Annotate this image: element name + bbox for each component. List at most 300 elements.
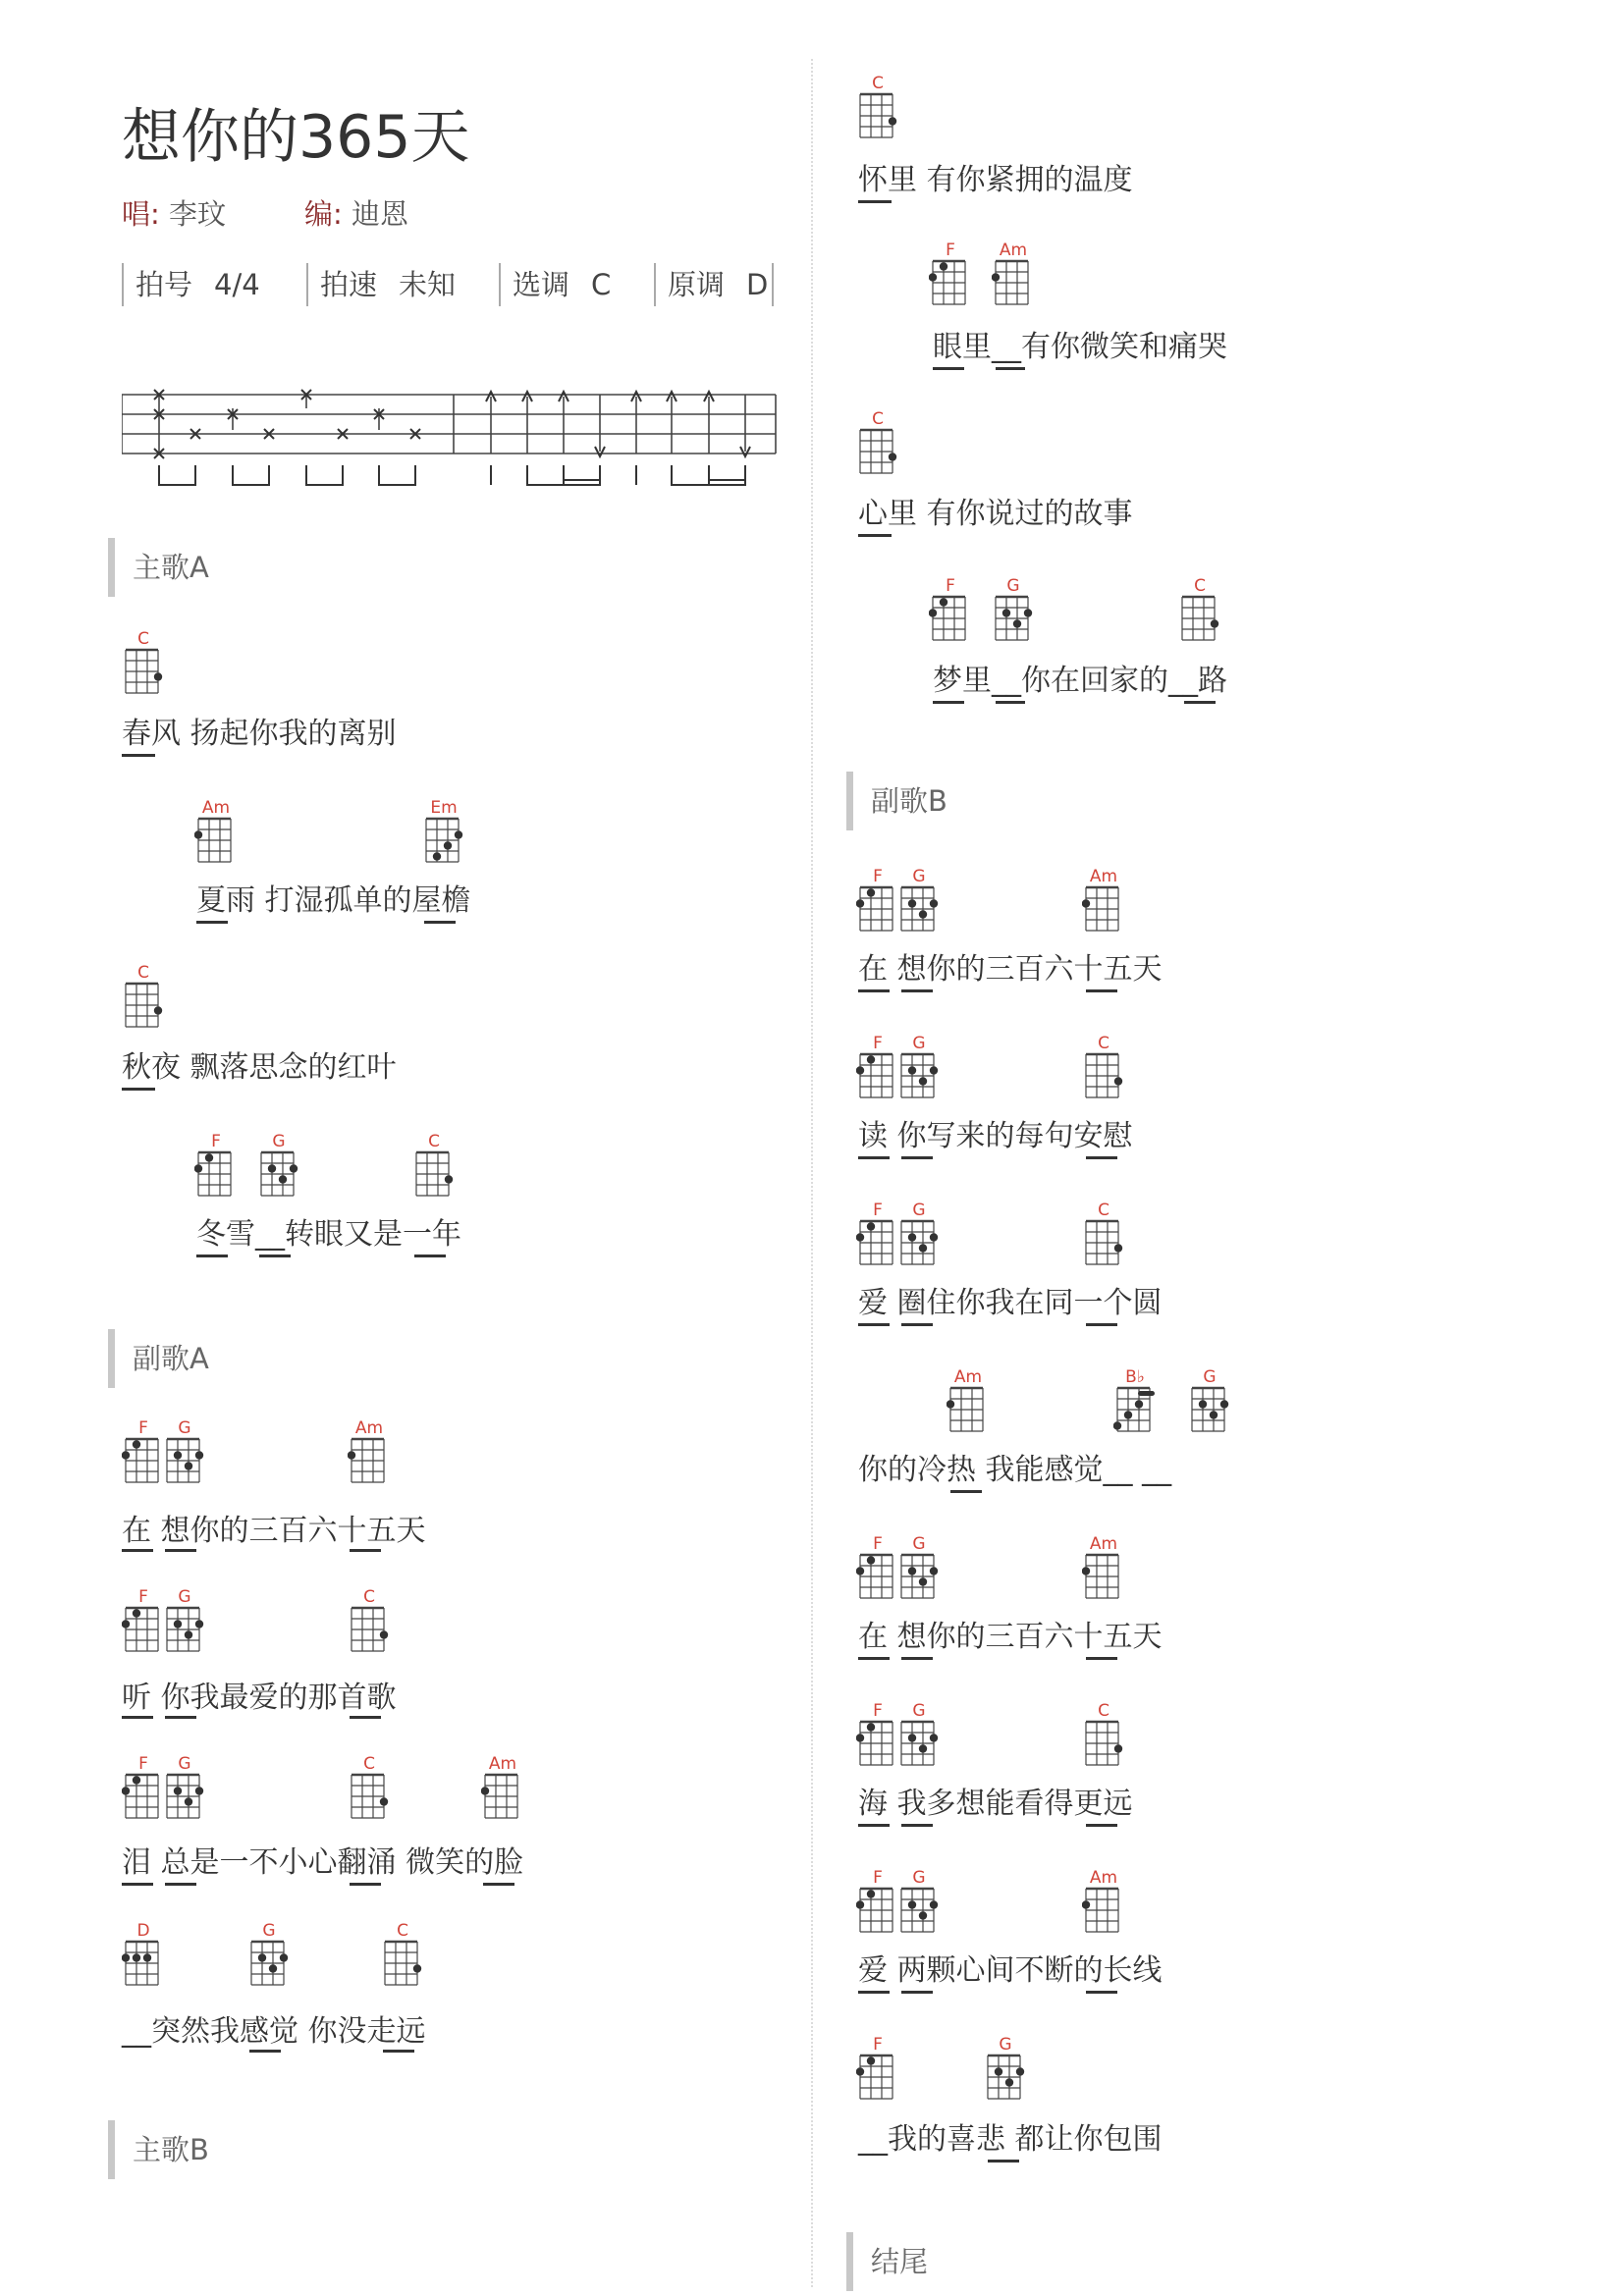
- chord-name: Am: [953, 1367, 983, 1387]
- lyric-line: __我的喜悲 都让你包围: [858, 2122, 1163, 2157]
- chord-underline: [988, 2160, 1019, 2163]
- chord-diagram: [1082, 1201, 1125, 1272]
- chord-barre: [1138, 1391, 1155, 1396]
- chord-diagram: [1082, 1535, 1125, 1606]
- finger-dot: [433, 852, 441, 860]
- chord-underline: [858, 989, 890, 992]
- lyric-line: 春风 扬起你我的离别: [122, 717, 397, 751]
- chord-name: F: [873, 1701, 883, 1721]
- lyric-line: 爱 圈住你我在同一个圆: [858, 1286, 1163, 1320]
- chord-name: Am: [354, 1418, 384, 1438]
- chord-fretboard: [412, 1147, 456, 1203]
- chord-fretboard: [122, 1433, 165, 1490]
- chord-diagram: [929, 577, 972, 648]
- chord-underline: [1086, 1156, 1117, 1159]
- finger-dot: [908, 1567, 916, 1575]
- chord-underline: [122, 1549, 153, 1552]
- chord-diagram: [194, 799, 238, 870]
- chord-fretboard: [947, 1382, 990, 1439]
- chord-diagram: [122, 1419, 165, 1490]
- chord-name: F: [138, 1418, 148, 1438]
- chord-fretboard: [856, 424, 899, 481]
- finger-dot: [154, 1006, 162, 1014]
- chord-diagram: [856, 1869, 899, 1940]
- chord-fretboard: [897, 1716, 941, 1773]
- chord-name: G: [272, 1132, 286, 1151]
- chord-name: Am: [201, 798, 231, 818]
- chord-underline: [122, 1088, 155, 1091]
- chord-fretboard: [897, 1883, 941, 1940]
- chord-underline: [165, 1549, 196, 1552]
- finger-dot: [269, 1964, 277, 1972]
- chord-underline: [901, 1323, 933, 1326]
- chord-diagram: [194, 1133, 238, 1203]
- chord-diagram: [1178, 577, 1221, 648]
- finger-dot: [185, 1797, 192, 1805]
- lyric-line: 你的冷热 我能感觉__ __: [858, 1453, 1172, 1487]
- finger-dot: [455, 830, 462, 838]
- chord-underline: [901, 1824, 933, 1827]
- chord-name: C: [1098, 1201, 1109, 1220]
- chord-fretboard: [1082, 1883, 1125, 1940]
- finger-dot: [856, 1233, 864, 1241]
- lyric-line: 心里 有你说过的故事: [858, 497, 1133, 531]
- finger-dot: [867, 1055, 875, 1063]
- finger-dot: [122, 1787, 130, 1794]
- chord-diagram: [1188, 1368, 1231, 1439]
- singer-info: 唱: 李玟: [122, 197, 227, 231]
- chord-diagram: [422, 799, 465, 870]
- chord-diagram: [122, 630, 165, 701]
- chord-name: G: [912, 867, 926, 886]
- finger-dot: [930, 1066, 938, 1074]
- finger-dot: [919, 1911, 927, 1919]
- chord-name: G: [912, 1701, 926, 1721]
- chord-diagram: [856, 410, 899, 481]
- chord-diagram: [1082, 1035, 1125, 1105]
- song-title: 想你的365天: [122, 103, 470, 172]
- lyric-line: 爱 两颗心间不断的长线: [858, 1953, 1163, 1988]
- finger-dot: [908, 1066, 916, 1074]
- finger-dot: [268, 1164, 276, 1172]
- finger-dot: [1013, 619, 1021, 627]
- chord-name: Am: [1089, 1868, 1118, 1888]
- chord-name: C: [872, 409, 884, 429]
- finger-dot: [133, 1440, 140, 1448]
- lyric-line: 在 想你的三百六十五天: [858, 1620, 1163, 1654]
- finger-dot: [174, 1787, 182, 1794]
- chord-diagram: [1113, 1368, 1157, 1439]
- finger-dot: [908, 899, 916, 907]
- chord-name: G: [999, 2035, 1012, 2055]
- chord-fretboard: [929, 255, 972, 312]
- chord-diagram: [122, 1588, 165, 1659]
- finger-dot: [930, 1233, 938, 1241]
- chord-name: F: [873, 867, 883, 886]
- finger-dot: [1199, 1400, 1207, 1408]
- chord-diagram: [348, 1419, 391, 1490]
- chord-underline: [901, 1156, 933, 1159]
- chord-fretboard: [856, 881, 899, 938]
- lyric-line: 在 想你的三百六十五天: [858, 952, 1163, 987]
- chord-fretboard: [163, 1602, 206, 1659]
- chord-diagram: [984, 2036, 1027, 2107]
- chord-underline: [950, 1490, 982, 1493]
- finger-dot: [122, 1953, 130, 1961]
- chord-underline: [1086, 1824, 1117, 1827]
- finger-dot: [930, 899, 938, 907]
- chord-name: F: [873, 1034, 883, 1053]
- finger-dot: [919, 910, 927, 918]
- chord-name: C: [872, 74, 884, 93]
- chord-name: Am: [488, 1754, 517, 1774]
- arranger-label: 编: [304, 197, 334, 231]
- chord-diagram: [856, 75, 899, 145]
- chord-diagram: [897, 1201, 941, 1272]
- chord-name: F: [211, 1132, 221, 1151]
- finger-dot: [444, 841, 452, 849]
- chord-fretboard: [348, 1433, 391, 1490]
- chord-fretboard: [422, 813, 465, 870]
- chord-diagram: [856, 1535, 899, 1606]
- section-header: 副歌B: [846, 772, 947, 830]
- chord-name: C: [363, 1587, 375, 1607]
- finger-dot: [1113, 1421, 1121, 1429]
- chord-diagram: [897, 1702, 941, 1773]
- chord-underline: [858, 534, 892, 537]
- finger-dot: [908, 1734, 916, 1741]
- chord-name: C: [428, 1132, 440, 1151]
- chord-fretboard: [1082, 1048, 1125, 1105]
- chord-fretboard: [194, 813, 238, 870]
- chord-name: Em: [430, 798, 458, 818]
- chord-underline: [858, 1991, 890, 1994]
- finger-dot: [122, 1620, 130, 1628]
- param-original-key: 原调 D: [654, 263, 768, 306]
- finger-dot: [1114, 1744, 1122, 1752]
- finger-dot: [143, 1953, 151, 1961]
- chord-underline: [350, 1549, 381, 1552]
- finger-dot: [1024, 609, 1032, 616]
- finger-dot: [867, 1890, 875, 1897]
- finger-dot: [133, 1953, 140, 1961]
- chord-fretboard: [856, 1048, 899, 1105]
- finger-dot: [258, 1953, 266, 1961]
- chord-diagram: [481, 1755, 524, 1826]
- chord-name: G: [912, 1034, 926, 1053]
- finger-dot: [1210, 1411, 1217, 1418]
- finger-dot: [1135, 1400, 1143, 1408]
- chord-underline: [414, 1255, 446, 1257]
- chord-fretboard: [257, 1147, 300, 1203]
- section-header: 副歌A: [108, 1329, 209, 1388]
- chord-name: F: [138, 1754, 148, 1774]
- chord-fretboard: [481, 1769, 524, 1826]
- chord-fretboard: [856, 1215, 899, 1272]
- finger-dot: [195, 1620, 203, 1628]
- chord-name: G: [178, 1418, 191, 1438]
- finger-dot: [867, 888, 875, 896]
- chord-fretboard: [348, 1769, 391, 1826]
- chord-underline: [259, 1255, 291, 1257]
- chord-diagram: [856, 1201, 899, 1272]
- chord-diagram: [247, 1922, 291, 1993]
- chord-diagram: [947, 1368, 990, 1439]
- finger-dot: [194, 1164, 202, 1172]
- chord-underline: [350, 1716, 381, 1719]
- chord-underline: [1086, 1657, 1117, 1660]
- chord-diagram: [1082, 1702, 1125, 1773]
- lyric-line: 读 你写来的每句安慰: [858, 1119, 1133, 1153]
- chord-underline: [1086, 1323, 1117, 1326]
- arranger-name: 迪恩: [352, 197, 409, 231]
- finger-dot: [1114, 1244, 1122, 1252]
- chord-diagram: [897, 1035, 941, 1105]
- chord-underline: [122, 1716, 153, 1719]
- chord-fretboard: [897, 1215, 941, 1272]
- chord-fretboard: [122, 978, 165, 1035]
- chord-fretboard: [992, 591, 1035, 648]
- chord-fretboard: [1113, 1382, 1157, 1439]
- chord-fretboard: [897, 881, 941, 938]
- lyric-line: 冬雪__转眼又是一年: [196, 1217, 461, 1252]
- finger-dot: [1220, 1400, 1228, 1408]
- chord-name: G: [912, 1534, 926, 1554]
- finger-dot: [856, 2067, 864, 2075]
- chord-diagram: [897, 1535, 941, 1606]
- chord-underline: [858, 200, 892, 203]
- chord-underline: [933, 367, 964, 370]
- lyric-line: 泪 总是一不小心翻涌 微笑的脸: [122, 1845, 524, 1880]
- chord-fretboard: [929, 591, 972, 648]
- section-header: 主歌B: [108, 2120, 209, 2179]
- chord-fretboard: [856, 88, 899, 145]
- finger-dot: [992, 273, 1000, 281]
- chord-fretboard: [856, 1549, 899, 1606]
- chord-underline: [933, 701, 964, 704]
- finger-dot: [154, 672, 162, 680]
- finger-dot: [1211, 619, 1218, 627]
- chord-name: F: [138, 1587, 148, 1607]
- chord-underline: [196, 1255, 228, 1257]
- chord-underline: [165, 1716, 196, 1719]
- finger-dot: [929, 273, 937, 281]
- arranger-info: 编: 迪恩: [304, 197, 409, 231]
- finger-dot: [194, 830, 202, 838]
- finger-dot: [380, 1797, 388, 1805]
- chord-underline: [350, 1883, 381, 1886]
- finger-dot: [1082, 1900, 1090, 1908]
- finger-dot: [867, 1222, 875, 1230]
- finger-dot: [195, 1451, 203, 1459]
- finger-dot: [930, 1734, 938, 1741]
- finger-dot: [279, 1175, 287, 1183]
- lyric-line: 梦里__你在回家的__路: [933, 664, 1227, 698]
- chord-underline: [483, 1883, 514, 1886]
- chord-name: G: [912, 1201, 926, 1220]
- lyric-line: 在 想你的三百六十五天: [122, 1514, 426, 1548]
- finger-dot: [856, 899, 864, 907]
- chord-diagram: [856, 2036, 899, 2107]
- chord-fretboard: [984, 2050, 1027, 2107]
- finger-dot: [856, 1066, 864, 1074]
- chord-name: G: [912, 1868, 926, 1888]
- chord-name: F: [873, 2035, 883, 2055]
- chord-diagram: [122, 1755, 165, 1826]
- chord-underline: [196, 921, 228, 924]
- finger-dot: [930, 1900, 938, 1908]
- chord-underline: [383, 2050, 414, 2053]
- chord-underline: [901, 989, 933, 992]
- chord-diagram: [163, 1755, 206, 1826]
- column-divider: [811, 59, 813, 2287]
- chord-fretboard: [897, 1048, 941, 1105]
- finger-dot: [1005, 2078, 1013, 2086]
- chord-name: F: [873, 1868, 883, 1888]
- lyric-line: 听 你我最爱的那首歌: [122, 1681, 397, 1715]
- finger-dot: [445, 1175, 453, 1183]
- chord-fretboard: [381, 1936, 424, 1993]
- chord-underline: [858, 1657, 890, 1660]
- finger-dot: [856, 1900, 864, 1908]
- section-header: 结尾: [846, 2232, 928, 2291]
- finger-dot: [185, 1630, 192, 1638]
- chord-underline: [1086, 1991, 1117, 1994]
- finger-dot: [995, 2067, 1002, 2075]
- finger-dot: [908, 1900, 916, 1908]
- chord-diagram: [856, 868, 899, 938]
- param-tempo: 拍速 未知: [306, 263, 456, 306]
- finger-dot: [122, 1451, 130, 1459]
- chord-underline: [1086, 989, 1117, 992]
- finger-dot: [1082, 899, 1090, 907]
- chord-underline: [858, 1824, 890, 1827]
- chord-fretboard: [856, 2050, 899, 2107]
- finger-dot: [380, 1630, 388, 1638]
- chord-diagram: [163, 1419, 206, 1490]
- chord-diagram: [1082, 868, 1125, 938]
- lyric-line: __突然我感觉 你没走远: [122, 2014, 426, 2049]
- chord-fretboard: [122, 1769, 165, 1826]
- finger-dot: [133, 1609, 140, 1617]
- finger-dot: [174, 1620, 182, 1628]
- lyric-line: 海 我多想能看得更远: [858, 1787, 1133, 1821]
- chord-underline: [996, 701, 1025, 704]
- finger-dot: [940, 598, 947, 606]
- chord-name: F: [946, 240, 955, 260]
- chord-diagram: [257, 1133, 300, 1203]
- chord-diagram: [929, 241, 972, 312]
- chord-fretboard: [856, 1716, 899, 1773]
- singer-label: 唱: [122, 197, 151, 231]
- chord-underline: [122, 1883, 153, 1886]
- chord-name: Am: [999, 240, 1028, 260]
- chord-name: G: [262, 1921, 276, 1941]
- finger-dot: [1082, 1567, 1090, 1575]
- chord-name: C: [1194, 576, 1206, 596]
- lyric-line: 夏雨 打湿孤单的屋檐: [196, 883, 471, 918]
- chord-underline: [901, 1657, 933, 1660]
- strum-pattern: [122, 385, 780, 493]
- finger-dot: [940, 262, 947, 270]
- chord-fretboard: [1178, 591, 1221, 648]
- finger-dot: [919, 1244, 927, 1252]
- finger-dot: [919, 1744, 927, 1752]
- lyric-line: 怀里 有你紧拥的温度: [858, 163, 1133, 197]
- chord-fretboard: [1188, 1382, 1231, 1439]
- chord-name: C: [137, 629, 149, 649]
- chord-name: F: [946, 576, 955, 596]
- chord-diagram: [992, 577, 1035, 648]
- finger-dot: [185, 1462, 192, 1469]
- finger-dot: [1002, 609, 1010, 616]
- param-end-bar: [772, 263, 774, 306]
- chord-fretboard: [1082, 1215, 1125, 1272]
- chord-fretboard: [1082, 1716, 1125, 1773]
- chord-fretboard: [1082, 881, 1125, 938]
- finger-dot: [929, 609, 937, 616]
- chord-underline: [249, 2050, 281, 2053]
- chord-name: G: [1203, 1367, 1217, 1387]
- chord-underline: [165, 1883, 196, 1886]
- chord-name: Am: [1089, 1534, 1118, 1554]
- chord-underline: [424, 921, 456, 924]
- finger-dot: [280, 1953, 288, 1961]
- chord-fretboard: [897, 1549, 941, 1606]
- chord-name: G: [178, 1754, 191, 1774]
- chord-diagram: [897, 1869, 941, 1940]
- chord-diagram: [1082, 1869, 1125, 1940]
- finger-dot: [919, 1577, 927, 1585]
- chord-diagram: [381, 1922, 424, 1993]
- finger-dot: [133, 1776, 140, 1784]
- chord-diagram: [992, 241, 1035, 312]
- finger-dot: [1124, 1411, 1132, 1418]
- finger-dot: [889, 117, 896, 125]
- chord-underline: [858, 1156, 890, 1159]
- finger-dot: [908, 1233, 916, 1241]
- chord-diagram: [897, 868, 941, 938]
- finger-dot: [930, 1567, 938, 1575]
- chord-name: G: [1006, 576, 1020, 596]
- param-time-signature: 拍号 4/4: [122, 263, 260, 306]
- finger-dot: [205, 1153, 213, 1161]
- finger-dot: [856, 1567, 864, 1575]
- chord-diagram: [856, 1035, 899, 1105]
- finger-dot: [1114, 1077, 1122, 1085]
- section-header: 主歌A: [108, 538, 209, 597]
- finger-dot: [195, 1787, 203, 1794]
- finger-dot: [1016, 2067, 1024, 2075]
- chord-fretboard: [1082, 1549, 1125, 1606]
- chord-fretboard: [163, 1769, 206, 1826]
- chord-diagram: [122, 1922, 165, 1993]
- finger-dot: [413, 1964, 421, 1972]
- chord-underline: [122, 754, 155, 757]
- chord-fretboard: [122, 644, 165, 701]
- finger-dot: [947, 1400, 954, 1408]
- chord-name: B♭: [1125, 1367, 1145, 1387]
- chord-name: C: [363, 1754, 375, 1774]
- singer-name: 李玟: [169, 197, 227, 231]
- chord-underline: [858, 1323, 890, 1326]
- finger-dot: [867, 1723, 875, 1731]
- chord-fretboard: [194, 1147, 238, 1203]
- chord-diagram: [163, 1588, 206, 1659]
- chord-diagram: [412, 1133, 456, 1203]
- chord-fretboard: [348, 1602, 391, 1659]
- chord-fretboard: [163, 1433, 206, 1490]
